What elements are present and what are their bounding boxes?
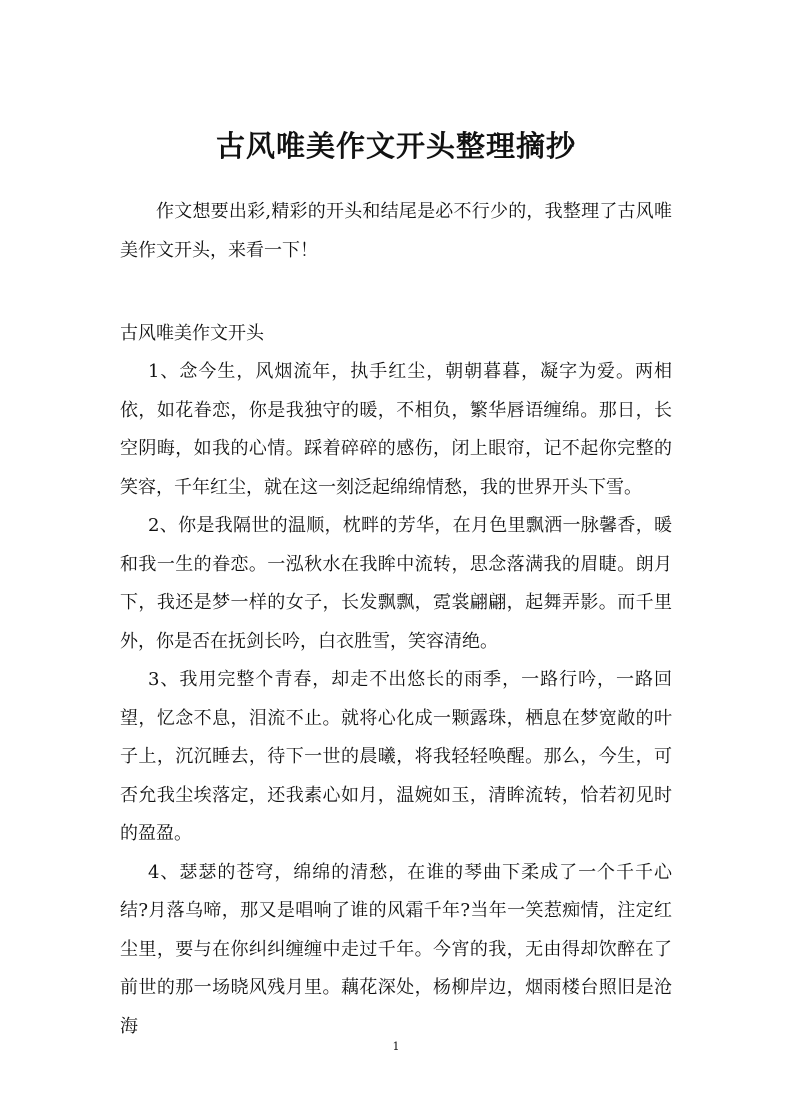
intro-paragraph: 作文想要出彩,精彩的开头和结尾是必不行少的，我整理了古风唯美作文开头，来看一下！ [120, 201, 672, 261]
list-item: 2、你是我隔世的温顺，枕畔的芳华，在月色里飘洒一脉馨香，暖和我一生的眷恋。一泓秋水在我眸中流转，思念落满我的眉睫。朗月下，我还是梦一样的女子，长发飘飘，霓裳翩翩，起舞弄影。而千里外，你是否在抚剑长吟，白衣胜雪，笑容清绝。 [120, 515, 672, 652]
section-heading: 古风唯美作文开头 [120, 323, 264, 344]
document-title: 古风唯美作文开头整理摘抄 [215, 129, 576, 163]
item-list [120, 353, 672, 1046]
list-item: 1、念今生，风烟流年，执手红尘，朝朝暮暮，凝字为爱。两相依，如花眷恋，你是我独守的暖，不相负，繁华唇语缠绵。那日，长空阴晦，如我的心情。踩着碎碎的感伤，闭上眼帘，记不起你完整的笑容，千年红尘，就在这一刻泛起绵绵情愁，我的世界开头下雪。 [120, 361, 672, 498]
page-number: 1 [392, 1040, 400, 1053]
list-item: 4、瑟瑟的苍穹，绵绵的清愁，在谁的琴曲下柔成了一个千千心结?月落乌啼，那又是唱响了谁的风霜千年?当年一笑惹痴情，注定红尘里，要与在你纠纠缠缠中走过千年。今宵的我，无由得却饮醉在了前世的那一场晓风残月里。藕花深处，杨柳岸边，烟雨楼台照旧是沧海 [120, 861, 672, 1037]
list-item: 3、我用完整个青春，却走不出悠长的雨季，一路行吟，一路回望，忆念不息，泪流不止。就将心化成一颗露珠，栖息在梦宽敞的叶子上，沉沉睡去，待下一世的晨曦，将我轻轻唤醒。那么，今生，可否允我尘埃落定，还我素心如月，温婉如玉，清眸流转，恰若初见时的盈盈。 [120, 669, 672, 844]
